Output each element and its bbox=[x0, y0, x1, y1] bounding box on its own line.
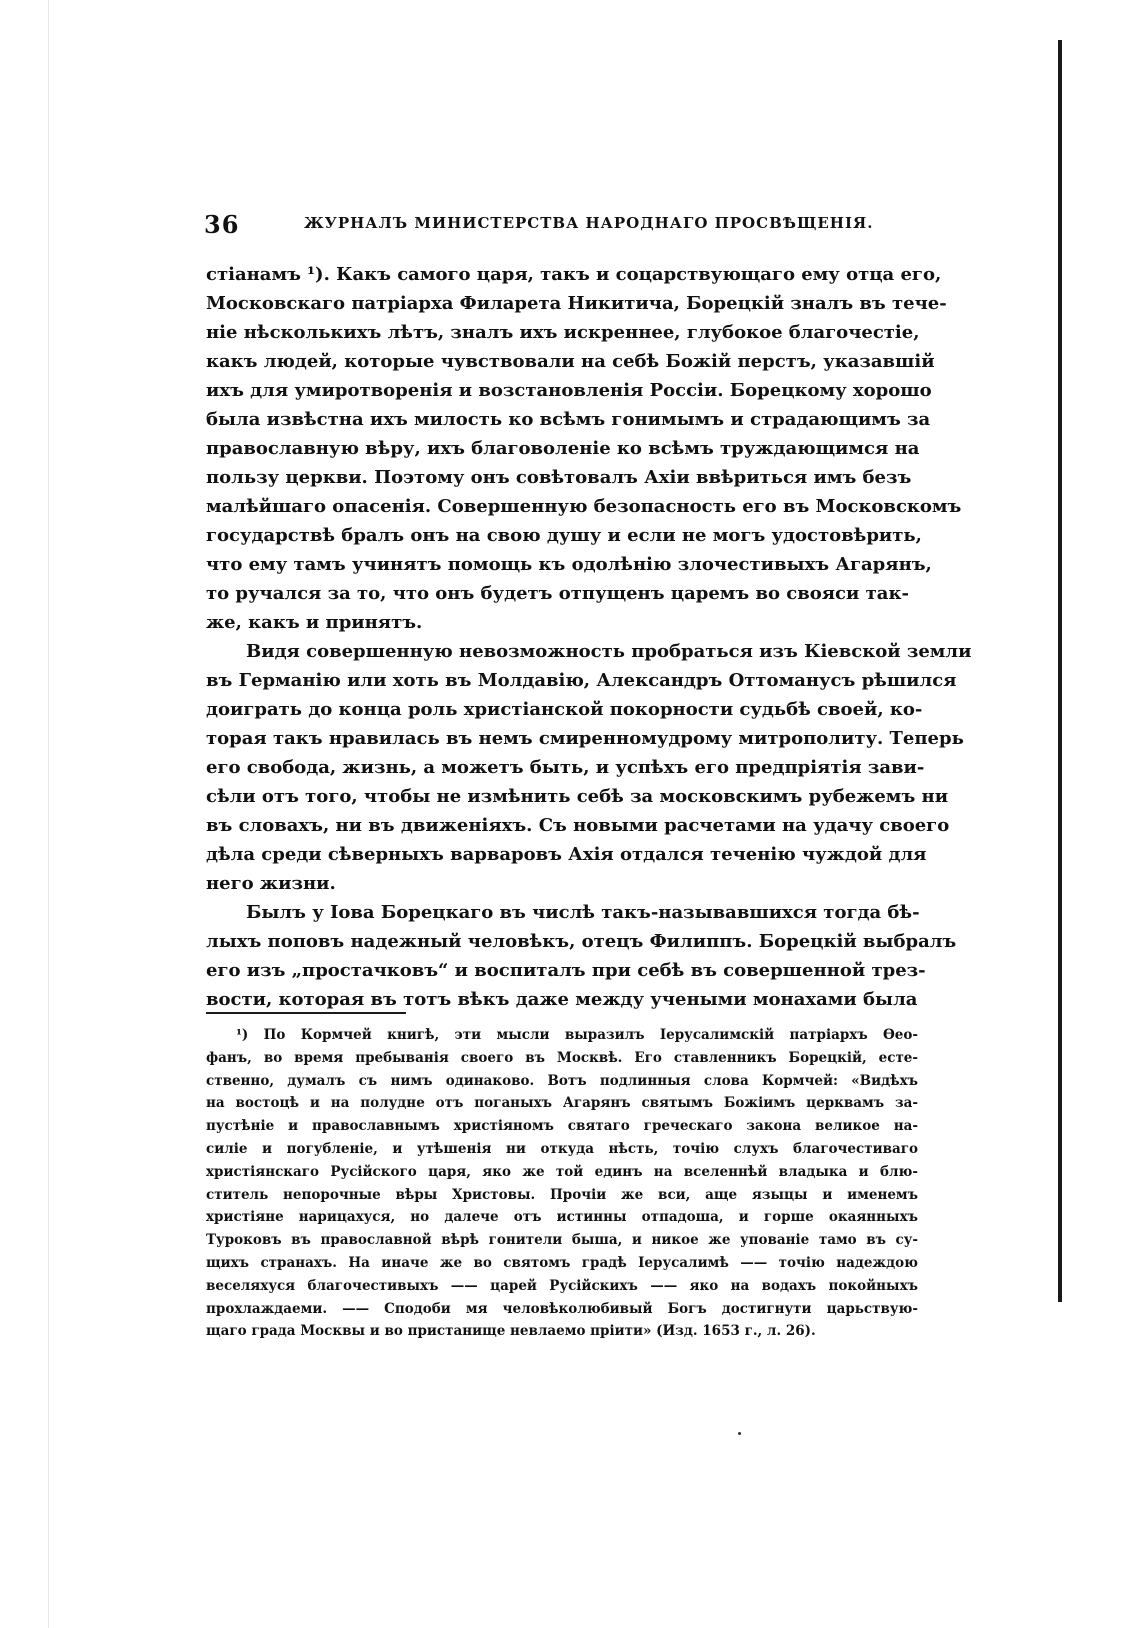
scan-page-edge bbox=[48, 0, 49, 1628]
text-line: ихъ для умиротворенія и возстановленія Россіи. Борецкому хорошо bbox=[206, 380, 932, 401]
footnote-line: ственно, думалъ съ нимъ одинаково. Вотъ подлинныя слова Кормчей: «Видѣхъ bbox=[206, 1072, 918, 1089]
footnote-line: щаго града Москвы и во пристанище невлаемо пріити» (Изд. 1653 г., л. 26). bbox=[206, 1323, 816, 1340]
text-line: что ему тамъ учинятъ помощь къ одолѣнію злочестивыхъ Агарянъ, bbox=[206, 554, 932, 575]
footnote-line: христіянскаго Русійского царя, яко же той единъ на вселеннѣй владыка и блю- bbox=[206, 1163, 918, 1180]
text-line: стіанамъ ¹). Какъ самого царя, такъ и соцарствующаго ему отца его, bbox=[206, 264, 942, 285]
text-line: государствѣ бралъ онъ на свою душу и если не могъ удостовѣрить, bbox=[206, 525, 922, 546]
text-line: торая такъ нравилась въ немъ смиренномудрому митрополиту. Теперь bbox=[206, 728, 964, 749]
text-line: православную вѣру, ихъ благоволеніе ко всѣмъ труждающимся на bbox=[206, 438, 920, 459]
page-header bbox=[204, 210, 874, 250]
text-line: дѣла среди сѣверныхъ варваровъ Ахія отдался теченію чуждой для bbox=[206, 844, 927, 865]
text-line: же, какъ и принятъ. bbox=[206, 612, 423, 633]
text-line: сѣли отъ того, чтобы не измѣнить себѣ за московскимъ рубежемъ ни bbox=[206, 786, 949, 807]
text-line: его изъ „простачковъ“ и воспиталъ при себѣ въ совершенной трез- bbox=[206, 960, 926, 981]
footnote-line: веселяхуся благочестивыхъ —— царей Русійскихъ —— яко на водахъ покойныхъ bbox=[206, 1277, 918, 1294]
text-line: была извѣстна ихъ милость ко всѣмъ гонимымъ и страдающимъ за bbox=[206, 409, 931, 430]
text-line: то ручался за то, что онъ будетъ отпущенъ царемъ во свояси так- bbox=[206, 583, 909, 604]
footnote bbox=[206, 1024, 918, 1343]
text-line: лыхъ поповъ надежный человѣкъ, отецъ Филиппъ. Борецкій выбралъ bbox=[206, 931, 957, 952]
page-number: 36 bbox=[204, 210, 240, 239]
text-line: Московскаго патріарха Филарета Никитича, Борецкій зналъ въ тече- bbox=[206, 293, 947, 314]
footnote-line: ститель непорочные вѣры Христовы. Прочіи же вси, аще языцы и именемъ bbox=[206, 1186, 918, 1203]
text-line: доиграть до конца роль христіанской покорности судьбѣ своей, ко- bbox=[206, 699, 923, 720]
footnote-line: Туроковъ въ православной вѣрѣ гонители быша, и никое же упованіе тамо въ су- bbox=[206, 1232, 918, 1249]
text-line: Видя совершенную невозможность пробраться изъ Кіевской земли bbox=[246, 641, 972, 662]
footnote-line: на востоцѣ и на полудне отъ поганыхъ Агарянъ святымъ Божіимъ церквамъ за- bbox=[206, 1095, 918, 1112]
text-line: вости, которая въ тотъ вѣкъ даже между учеными монахами была bbox=[206, 989, 918, 1010]
footnote-line: ¹) По Кормчей книгѣ, эти мысли выразилъ Іерусалимскій патріархъ Ѳео- bbox=[236, 1027, 918, 1043]
footnote-separator bbox=[206, 1012, 406, 1014]
text-line: него жизни. bbox=[206, 873, 336, 894]
running-title: ЖУРНАЛЪ МИНИСТЕРСТВА НАРОДНАГО ПРОСВѢЩЕНІЯ. bbox=[304, 214, 874, 232]
scan-speck bbox=[738, 1432, 741, 1435]
main-text bbox=[206, 260, 972, 1014]
footnote-line: христіяне нарицахуся, но далече отъ истинны отпадоша, и горше окаянныхъ bbox=[206, 1209, 918, 1226]
text-line: какъ людей, которые чувствовали на себѣ Божій перстъ, указавшій bbox=[206, 351, 935, 372]
text-line: Былъ у Іова Борецкаго въ числѣ такъ-называвшихся тогда бѣ- bbox=[246, 902, 920, 923]
text-line: въ словахъ, ни въ движеніяхъ. Съ новыми расчетами на удачу своего bbox=[206, 815, 950, 836]
footnote-line: фанъ, во время пребыванія своего въ Москвѣ. Его ставленникъ Борецкій, есте- bbox=[206, 1049, 918, 1066]
binding-edge-line bbox=[1058, 40, 1062, 1302]
footnote-line: пустѣніе и православнымъ христіяномъ святаго греческаго закона великое на- bbox=[206, 1118, 918, 1135]
text-line: малѣйшаго опасенія. Совершенную безопасность его въ Московскомъ bbox=[206, 496, 962, 517]
text-line: ніе нѣсколькихъ лѣтъ, зналъ ихъ искреннее, глубокое благочестіе, bbox=[206, 322, 920, 343]
text-line: его свобода, жизнь, а можетъ быть, и успѣхъ его предпріятія зави- bbox=[206, 757, 925, 778]
text-line: пользу церкви. Поэтому онъ совѣтовалъ Ахіи ввѣриться имъ безъ bbox=[206, 467, 912, 488]
text-line: въ Германію или хоть въ Молдавію, Александръ Оттоманусъ рѣшился bbox=[206, 670, 957, 691]
footnote-line: силіе и погубленіе, и утѣшенія ни откуда нѣсть, точію слухъ благочестиваго bbox=[206, 1140, 918, 1157]
footnote-line: прохлаждаеми. —— Сподоби мя человѣколюбивый Богъ достигнути царьствую- bbox=[206, 1300, 918, 1317]
footnote-line: щихъ странахъ. На иначе же во святомъ градѣ Іерусалимѣ —— точію надеждою bbox=[206, 1254, 918, 1271]
